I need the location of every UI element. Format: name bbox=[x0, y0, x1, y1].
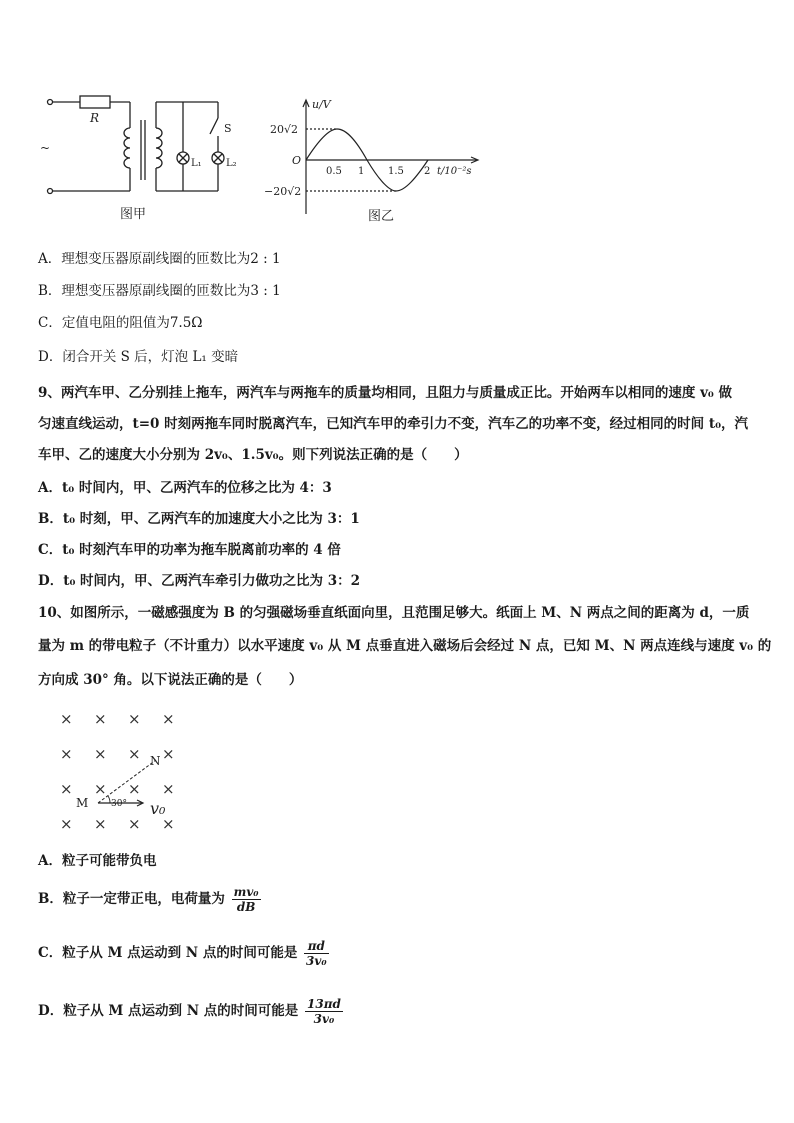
label-angle: 30° bbox=[111, 799, 127, 809]
magnetic-field-figure bbox=[56, 708, 216, 836]
field-cross-icon: × bbox=[128, 780, 141, 798]
field-cross-icon: × bbox=[60, 745, 73, 763]
circuit-figure-jia bbox=[38, 88, 248, 228]
fraction-denominator: dB bbox=[236, 900, 256, 914]
q8-option-a: A．理想变压器原副线圈的匝数比为2 : 1 bbox=[38, 251, 281, 267]
q10-option-c bbox=[38, 936, 760, 970]
field-cross-icon: × bbox=[162, 710, 175, 728]
q9-stem-line3: 车甲、乙的速度大小分别为 2v₀、1.5v₀。则下列说法正确的是（ ） bbox=[38, 447, 468, 463]
tick-0-5: 0.5 bbox=[326, 166, 342, 177]
fraction-denominator: 3v₀ bbox=[313, 1012, 335, 1026]
q10-stem-line3: 方向成 30° 角。以下说法正确的是（ ） bbox=[38, 672, 303, 688]
q10-option-a: A．粒子可能带负电 bbox=[38, 853, 157, 869]
resistor-r bbox=[80, 96, 110, 108]
q10-stem-line1: 10、如图所示，一磁感强度为 B 的匀强磁场垂直纸面向里，且范围足够大。纸面上 M、N 两点之间的距离为 d，一质 bbox=[38, 605, 750, 621]
q9-stem-line1: 9、两汽车甲、乙分别挂上拖车，两汽车与两拖车的质量均相同，且阻力与质量成正比。开始两车以相同的速度 v₀ 做 bbox=[38, 385, 733, 401]
label-n: N bbox=[150, 754, 161, 768]
fraction-numerator: mv₀ bbox=[233, 885, 259, 899]
field-cross-icon: × bbox=[162, 780, 175, 798]
field-cross-icon: × bbox=[60, 710, 73, 728]
caption-yi: 图乙 bbox=[368, 209, 395, 224]
primary-coil bbox=[124, 128, 130, 168]
q10-stem-line2: 量为 m 的带电粒子（不计重力）以水平速度 v₀ 从 M 点垂直进入磁场后会经过 N 点，已知 M、N 两点连线与速度 v₀ 的 bbox=[38, 638, 772, 654]
field-cross-icon: × bbox=[94, 710, 107, 728]
label-neg-amp: −20√2 bbox=[264, 185, 302, 198]
tick-1-5: 1.5 bbox=[388, 166, 404, 177]
q8-option-c: C．定值电阻的阻值为7.5Ω bbox=[38, 315, 203, 331]
q10-option-c-text: C．粒子从 M 点运动到 N 点的时间可能是 bbox=[38, 945, 298, 961]
fraction-numerator: 13πd bbox=[307, 997, 341, 1011]
label-origin: O bbox=[292, 154, 302, 167]
q10-option-d-text: D．粒子从 M 点运动到 N 点的时间可能是 bbox=[38, 1003, 299, 1019]
fraction-denominator: 3v₀ bbox=[306, 954, 327, 968]
voltage-graph-yi bbox=[262, 96, 492, 228]
field-cross-icon: × bbox=[94, 815, 107, 833]
tick-1: 1 bbox=[358, 166, 365, 177]
field-cross-icon: × bbox=[128, 745, 141, 763]
q9-option-c: C．t₀ 时刻汽车甲的功率为拖车脱离前功率的 4 倍 bbox=[38, 542, 341, 558]
label-ac: ~ bbox=[40, 141, 51, 155]
label-t: t/10⁻²s bbox=[437, 166, 472, 177]
q9-option-b: B．t₀ 时刻，甲、乙两汽车的加速度大小之比为 3：1 bbox=[38, 511, 360, 527]
field-cross-icon: × bbox=[162, 815, 175, 833]
q10-option-b bbox=[38, 882, 760, 916]
mn-dashed-line bbox=[98, 760, 156, 803]
q10-option-b-text: B．粒子一定带正电，电荷量为 bbox=[38, 891, 225, 907]
field-cross-icon: × bbox=[60, 815, 73, 833]
field-cross-icon: × bbox=[128, 815, 141, 833]
label-r: R bbox=[90, 111, 100, 125]
q10-option-c-fraction bbox=[304, 939, 329, 968]
field-cross-icon: × bbox=[162, 745, 175, 763]
field-cross-icon: × bbox=[60, 780, 73, 798]
tick-2: 2 bbox=[424, 166, 431, 177]
field-cross-icon: × bbox=[94, 745, 107, 763]
label-l1: L₁ bbox=[191, 158, 202, 169]
q10-option-b-fraction bbox=[232, 885, 261, 914]
label-v0: v₀ bbox=[150, 799, 166, 818]
q10-option-d bbox=[38, 994, 760, 1028]
label-pos-amp: 20√2 bbox=[270, 123, 299, 136]
caption-jia: 图甲 bbox=[120, 207, 147, 222]
fraction-numerator: πd bbox=[304, 939, 329, 954]
q8-option-d: D．闭合开关 S 后，灯泡 L₁ 变暗 bbox=[38, 349, 239, 365]
q10-option-d-fraction bbox=[305, 997, 343, 1026]
secondary-coil bbox=[156, 128, 162, 168]
field-cross-icon: × bbox=[128, 710, 141, 728]
field-cross-icon: × bbox=[94, 780, 107, 798]
switch-s bbox=[210, 118, 218, 134]
label-l2: L₂ bbox=[226, 158, 237, 169]
label-u: u/V bbox=[312, 98, 331, 111]
q9-option-d: D．t₀ 时间内，甲、乙两汽车牵引力做功之比为 3：2 bbox=[38, 573, 361, 589]
q9-option-a: A．t₀ 时间内，甲、乙两汽车的位移之比为 4：3 bbox=[38, 480, 332, 496]
label-s: S bbox=[224, 122, 232, 135]
q8-option-b: B．理想变压器原副线圈的匝数比为3 : 1 bbox=[38, 283, 281, 299]
q9-stem-line2: 匀速直线运动，t=0 时刻两拖车同时脱离汽车，已知汽车甲的牵引力不变，汽车乙的功率不变，经过相同的时间 t₀，汽 bbox=[38, 416, 748, 432]
label-m: M bbox=[76, 796, 89, 810]
